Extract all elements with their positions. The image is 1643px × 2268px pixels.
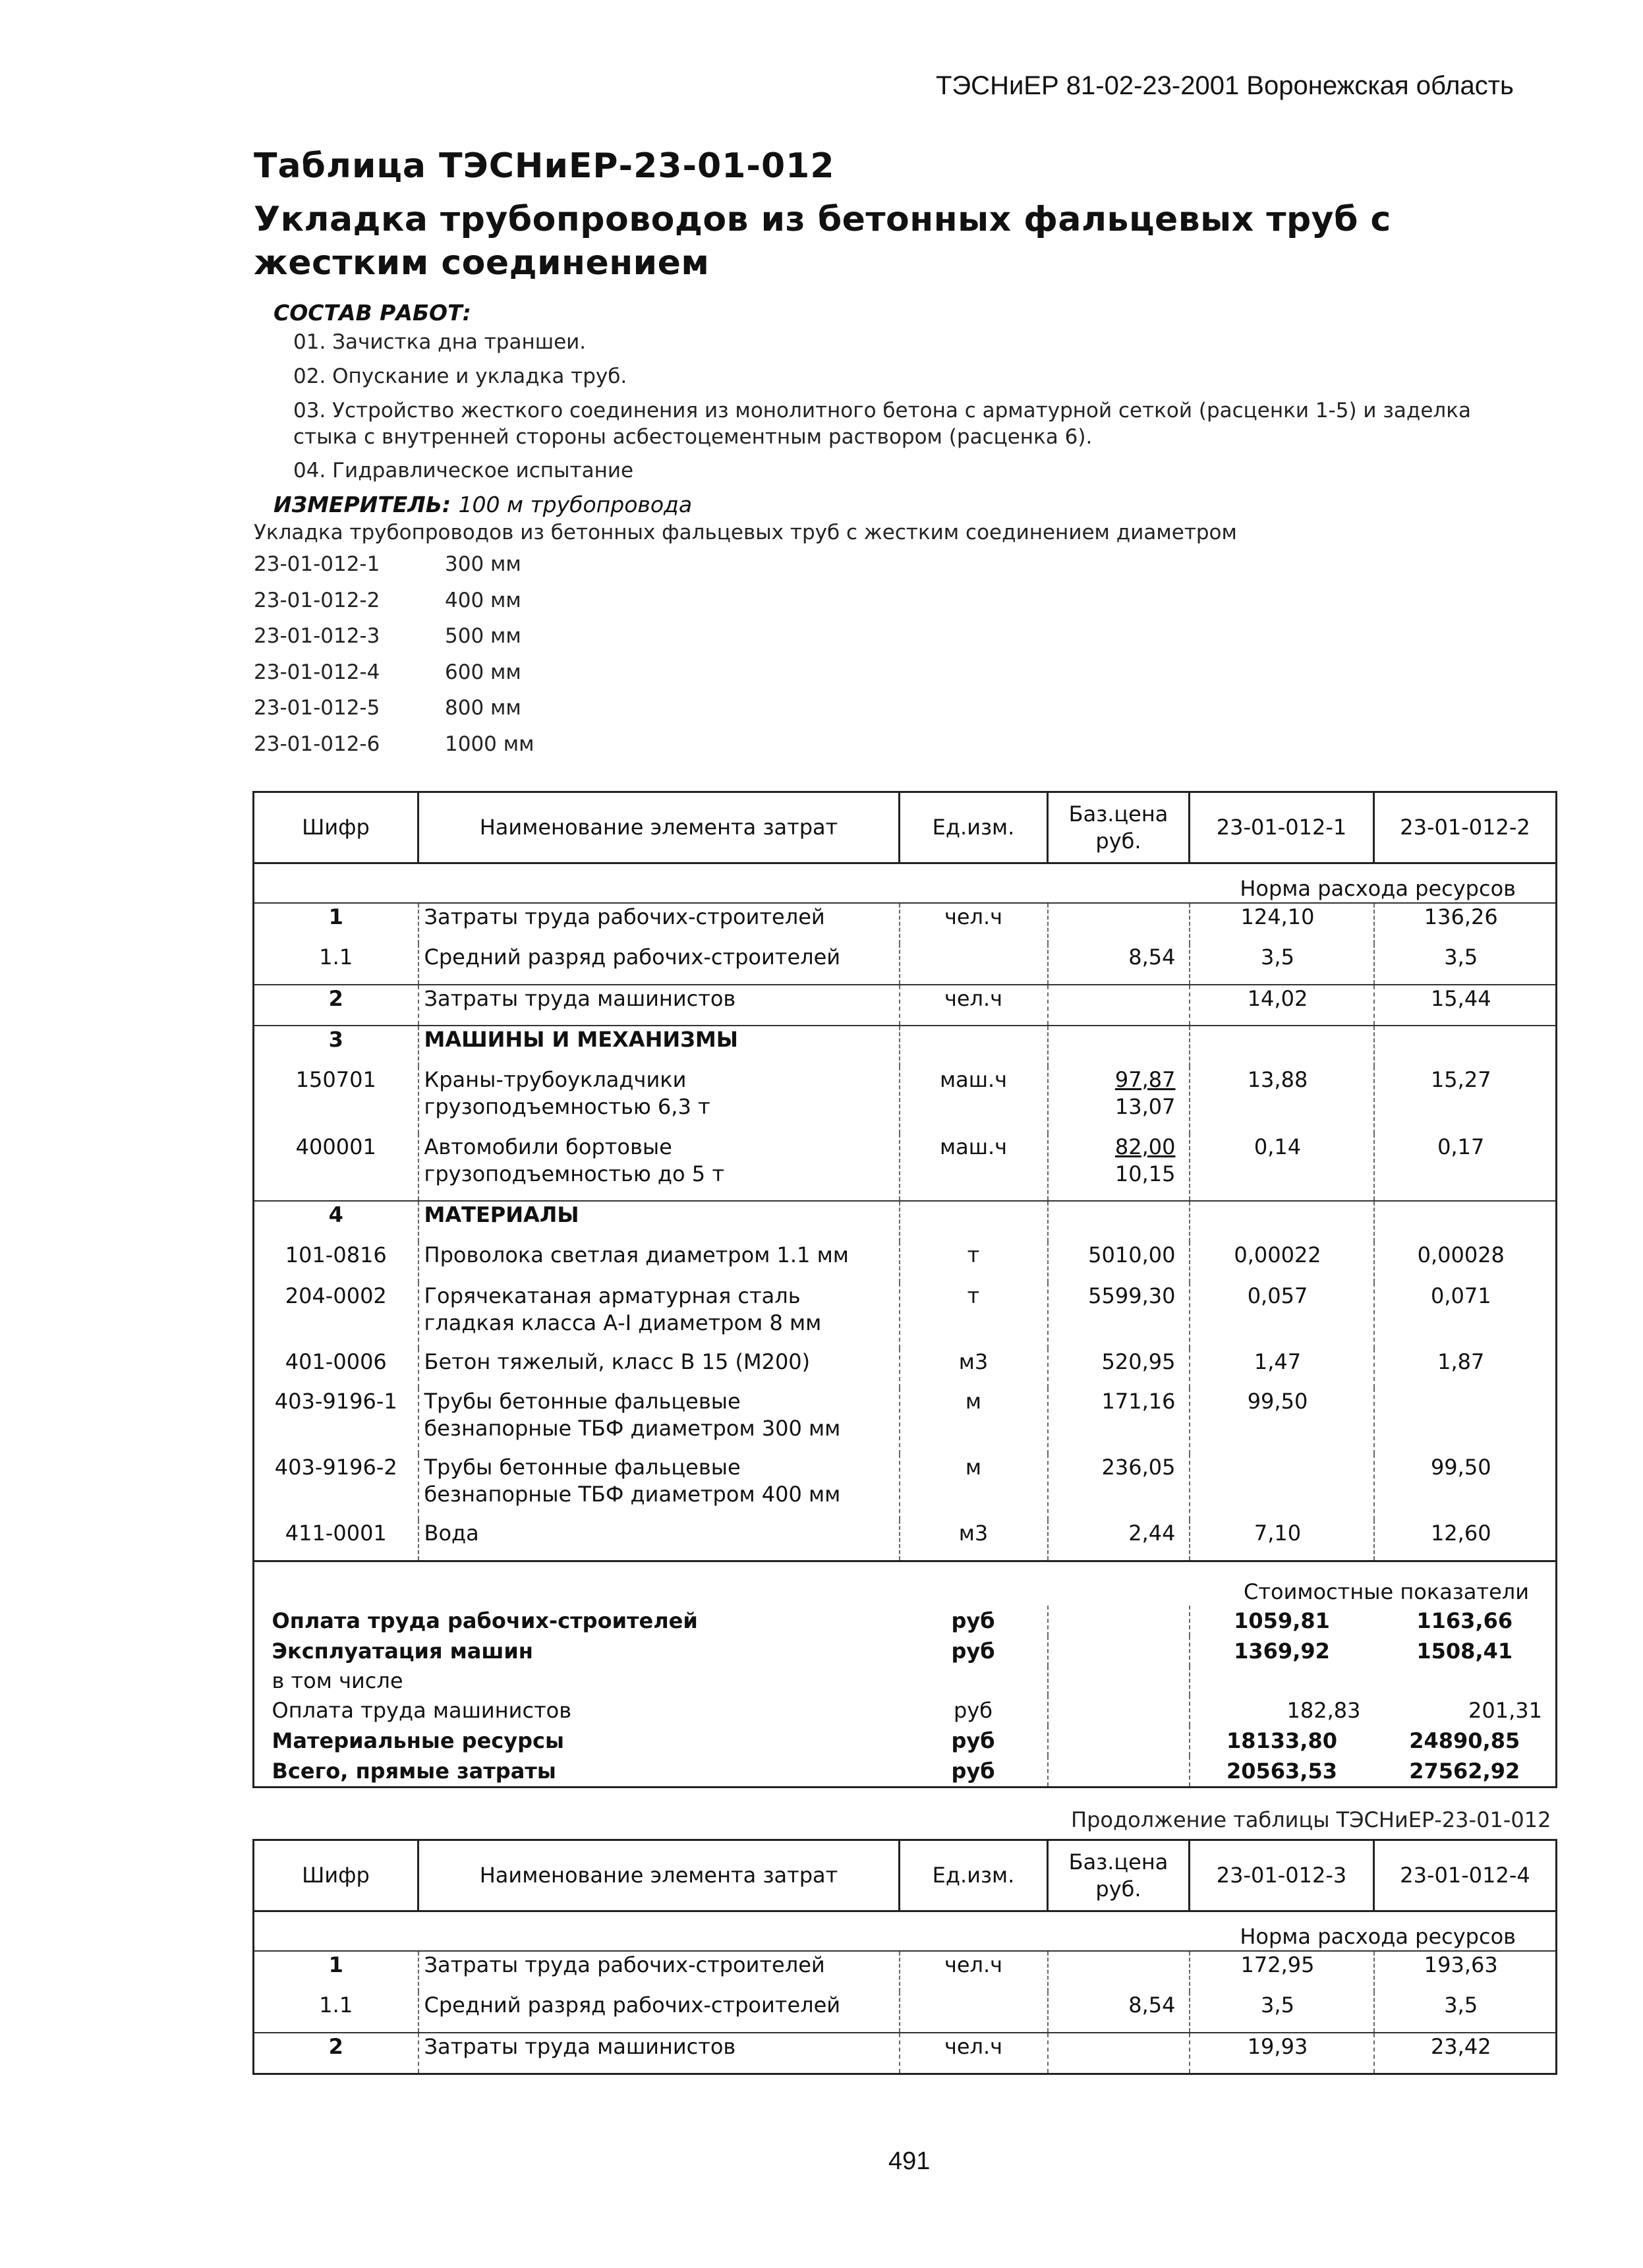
cell-value-2: 3,5 xyxy=(1374,944,1557,985)
cell-price: 520,95 xyxy=(1048,1349,1190,1388)
cell-shifr: 401-0006 xyxy=(254,1349,418,1388)
cell-shifr: 3 xyxy=(254,1026,418,1066)
cell-unit xyxy=(900,1992,1048,2033)
cell-value-1: 0,00022 xyxy=(1190,1242,1374,1283)
cell-price: 236,05 xyxy=(1048,1454,1190,1520)
table-title: Таблица ТЭСНиЕР-23-01-012 xyxy=(254,146,835,186)
cell-shifr: 101-0816 xyxy=(254,1242,418,1283)
work-item: 02. Опускание и укладка труб. xyxy=(293,364,627,388)
header-name: Наименование элемента затрат xyxy=(418,792,900,863)
code-size: 800 мм xyxy=(445,696,521,720)
cell-value-2 xyxy=(1374,1388,1557,1454)
table-row xyxy=(254,1066,1557,1134)
cost-unit: руб xyxy=(951,1608,995,1633)
cell-name: Вода xyxy=(418,1520,900,1561)
cell-shifr: 150701 xyxy=(254,1066,418,1134)
cost-value-1: 182,83 xyxy=(1190,1695,1374,1726)
code: 23-01-012-2 xyxy=(254,588,380,612)
code-row xyxy=(254,589,534,625)
cell-value-1: 124,10 xyxy=(1190,903,1374,944)
code: 23-01-012-5 xyxy=(254,696,380,720)
cell-value-2: 3,5 xyxy=(1374,1992,1557,2033)
cell-name: Бетон тяжелый, класс В 15 (М200) xyxy=(418,1349,900,1388)
cell-value-1: 0,057 xyxy=(1190,1283,1374,1349)
code-size: 600 мм xyxy=(445,660,521,684)
code-row xyxy=(254,552,534,589)
cost-name: Эксплуатация машин xyxy=(272,1638,533,1664)
cell-shifr: 403-9196-2 xyxy=(254,1454,418,1520)
cell-value-1 xyxy=(1190,1454,1374,1520)
norms-table-2 xyxy=(252,1839,1557,2075)
cell-price: 2,44 xyxy=(1048,1520,1190,1561)
cell-shifr: 204-0002 xyxy=(254,1283,418,1349)
header-code-3: 23-01-012-3 xyxy=(1190,1840,1374,1911)
table-row xyxy=(254,1242,1557,1283)
cell-unit: маш.ч xyxy=(900,1066,1048,1134)
header-shifr: Шифр xyxy=(254,792,418,863)
cell-shifr: 411-0001 xyxy=(254,1520,418,1561)
code-size: 500 мм xyxy=(445,624,521,648)
intro-text: Укладка трубопроводов из бетонных фальцевых труб с жестким соединением диаметром xyxy=(254,521,1237,544)
cell-value-1: 3,5 xyxy=(1190,1992,1374,2033)
cell-shifr: 1 xyxy=(254,1951,418,1992)
cost-name: Материальные ресурсы xyxy=(272,1728,564,1753)
cell-value-2: 136,26 xyxy=(1374,903,1557,944)
cell-price xyxy=(1048,2033,1190,2074)
cell-unit: м3 xyxy=(900,1520,1048,1561)
code: 23-01-012-4 xyxy=(254,660,380,684)
cell-shifr: 403-9196-1 xyxy=(254,1388,418,1454)
cell-unit: т xyxy=(900,1242,1048,1283)
norm-band xyxy=(254,1911,1557,1952)
work-item: 04. Гидравлическое испытание xyxy=(293,459,634,482)
norm-band xyxy=(254,863,1557,904)
table-row xyxy=(254,985,1557,1026)
table-row xyxy=(254,903,1557,944)
cell-unit: м xyxy=(900,1454,1048,1520)
header-price: Баз.цена руб. xyxy=(1048,792,1190,863)
cost-row xyxy=(254,1636,1557,1666)
cell-name: Затраты труда машинистов xyxy=(418,2033,900,2074)
cell-unit: чел.ч xyxy=(900,903,1048,944)
cell-name: Автомобили бортовые грузоподъемностью до 5 т xyxy=(418,1134,900,1201)
cell-price: 5599,30 xyxy=(1048,1283,1190,1349)
cell-name: Средний разряд рабочих-строителей xyxy=(418,1992,900,2033)
code-size: 300 мм xyxy=(445,552,521,576)
measure-line xyxy=(274,492,692,517)
cell-unit xyxy=(900,944,1048,985)
cell-value-1: 1,47 xyxy=(1190,1349,1374,1388)
cell-unit: м3 xyxy=(900,1349,1048,1388)
cell-shifr: 1.1 xyxy=(254,944,418,985)
cost-value-2: 24890,85 xyxy=(1374,1726,1557,1756)
header-name: Наименование элемента затрат xyxy=(418,1840,900,1911)
cost-unit: руб xyxy=(951,1728,995,1753)
cell-value-2: 0,00028 xyxy=(1374,1242,1557,1283)
table-row xyxy=(254,1283,1557,1349)
cost-value-2: 1163,66 xyxy=(1374,1606,1557,1636)
cost-value-2: 1508,41 xyxy=(1374,1636,1557,1666)
table-row xyxy=(254,1134,1557,1201)
cell-shifr: 1 xyxy=(254,903,418,944)
cell-price: 8,54 xyxy=(1048,1992,1190,2033)
cell-price: 8,54 xyxy=(1048,944,1190,985)
cost-row xyxy=(254,1695,1557,1726)
table-header-row xyxy=(254,1840,1557,1911)
cell-value-2: 193,63 xyxy=(1374,1951,1557,1992)
cell-value-1: 99,50 xyxy=(1190,1388,1374,1454)
cost-value-1: 1369,92 xyxy=(1190,1636,1374,1666)
cost-value-1: 20563,53 xyxy=(1190,1756,1374,1788)
cost-unit: руб xyxy=(954,1697,993,1723)
code-list xyxy=(254,552,534,768)
cost-row xyxy=(254,1606,1557,1636)
table-row xyxy=(254,1520,1557,1561)
table-row xyxy=(254,1388,1557,1454)
cell-name: Затраты труда рабочих-строителей xyxy=(418,903,900,944)
cell-shifr: 4 xyxy=(254,1201,418,1242)
cell-value-1: 172,95 xyxy=(1190,1951,1374,1992)
cell-value-1: 0,14 xyxy=(1190,1134,1374,1201)
cell-value-2: 1,87 xyxy=(1374,1349,1557,1388)
cell-value-2: 12,60 xyxy=(1374,1520,1557,1561)
cell-name: МАТЕРИАЛЫ xyxy=(418,1201,900,1242)
cell-unit: чел.ч xyxy=(900,2033,1048,2074)
table-row xyxy=(254,1992,1557,2033)
cost-row xyxy=(254,1666,1557,1695)
cell-unit: чел.ч xyxy=(900,985,1048,1026)
price-top: 82,00 xyxy=(1114,1134,1176,1159)
cell-price: 171,16 xyxy=(1048,1388,1190,1454)
cost-band xyxy=(254,1561,1557,1606)
cost-value-2: 201,31 xyxy=(1374,1695,1557,1726)
header-shifr: Шифр xyxy=(254,1840,418,1911)
cell-price xyxy=(1048,985,1190,1026)
document-reference: ТЭСНиЕР 81-02-23-2001 Воронежская область xyxy=(936,71,1514,100)
header-unit: Ед.изм. xyxy=(900,792,1048,863)
code-size: 1000 мм xyxy=(445,732,534,756)
cost-unit: руб xyxy=(951,1638,995,1664)
header-code-2: 23-01-012-2 xyxy=(1374,792,1557,863)
cell-shifr: 2 xyxy=(254,985,418,1026)
cell-value-1: 7,10 xyxy=(1190,1520,1374,1561)
cell-name: Горячекатаная арматурная сталь гладкая класса А-I диаметром 8 мм xyxy=(418,1283,900,1349)
cell-name: Проволока светлая диаметром 1.1 мм xyxy=(418,1242,900,1283)
norm-label: Норма расхода ресурсов xyxy=(254,1911,1557,1952)
code: 23-01-012-1 xyxy=(254,552,380,576)
cell-unit: маш.ч xyxy=(900,1134,1048,1201)
cost-value-1: 18133,80 xyxy=(1190,1726,1374,1756)
cell-name: Затраты труда машинистов xyxy=(418,985,900,1026)
cell-value-2: 15,44 xyxy=(1374,985,1557,1026)
price-top: 97,87 xyxy=(1114,1067,1176,1092)
cell-price xyxy=(1048,1951,1190,1992)
cell-value-2: 23,42 xyxy=(1374,2033,1557,2074)
cell-value-1: 19,93 xyxy=(1190,2033,1374,2074)
page-number: 491 xyxy=(888,2147,931,2175)
price-bottom: 13,07 xyxy=(1114,1094,1176,1119)
cell-value-2: 0,071 xyxy=(1374,1283,1557,1349)
header-price: Баз.цена руб. xyxy=(1048,1840,1190,1911)
cell-unit: м xyxy=(900,1388,1048,1454)
header-code-1: 23-01-012-1 xyxy=(1190,792,1374,863)
table-row xyxy=(254,1349,1557,1388)
cost-note: в том числе xyxy=(272,1668,403,1693)
cell-value-1: 3,5 xyxy=(1190,944,1374,985)
cost-label: Стоимостные показатели xyxy=(254,1561,1557,1606)
cost-name: Всего, прямые затраты xyxy=(267,1756,748,1788)
table-row xyxy=(254,1026,1557,1066)
code: 23-01-012-6 xyxy=(254,732,380,756)
cell-name: Краны-трубоукладчики грузоподъемностью 6,3 т xyxy=(418,1066,900,1134)
cost-unit: руб xyxy=(900,1756,1048,1788)
cell-value-1: 13,88 xyxy=(1190,1066,1374,1134)
cell-shifr: 400001 xyxy=(254,1134,418,1201)
cell-value-2: 15,27 xyxy=(1374,1066,1557,1134)
code-row xyxy=(254,624,534,660)
continuation-caption: Продолжение таблицы ТЭСНиЕР-23-01-012 xyxy=(1071,1807,1551,1832)
cell-value-2: 0,17 xyxy=(1374,1134,1557,1201)
cost-value-2: 27562,92 xyxy=(1374,1756,1557,1788)
cell-value-2: 99,50 xyxy=(1374,1454,1557,1520)
cell-value-1: 14,02 xyxy=(1190,985,1374,1026)
code: 23-01-012-3 xyxy=(254,624,380,648)
table-row xyxy=(254,1951,1557,1992)
cost-row xyxy=(254,1726,1557,1756)
work-item: 01. Зачистка дна траншеи. xyxy=(293,330,587,354)
cell-unit: т xyxy=(900,1283,1048,1349)
measure-value: 100 м трубопровода xyxy=(458,492,693,517)
cell-name: Трубы бетонные фальцевые безнапорные ТБФ диаметром 400 мм xyxy=(418,1454,900,1520)
table-name: Укладка трубопроводов из бетонных фальцевых труб с жестким соединением xyxy=(254,200,1391,283)
price-bottom: 10,15 xyxy=(1114,1161,1176,1186)
cost-name: Оплата труда машинистов xyxy=(272,1697,572,1723)
table-row xyxy=(254,2033,1557,2074)
cell-price xyxy=(1048,1066,1190,1134)
code-row xyxy=(254,660,534,697)
header-code-4: 23-01-012-4 xyxy=(1374,1840,1557,1911)
cell-shifr: 1.1 xyxy=(254,1992,418,2033)
cell-name: Трубы бетонные фальцевые безнапорные ТБФ диаметром 300 мм xyxy=(418,1388,900,1454)
cost-row xyxy=(254,1756,1557,1788)
code-row xyxy=(254,696,534,732)
cell-name: МАШИНЫ И МЕХАНИЗМЫ xyxy=(418,1026,900,1066)
header-unit: Ед.изм. xyxy=(900,1840,1048,1911)
code-size: 400 мм xyxy=(445,588,521,612)
norms-table-1 xyxy=(252,791,1557,1788)
cell-price xyxy=(1048,903,1190,944)
cost-name: Оплата труда рабочих-строителей xyxy=(272,1608,698,1633)
work-composition-label: СОСТАВ РАБОТ: xyxy=(274,300,471,326)
cell-price xyxy=(1048,1134,1190,1201)
cell-name: Затраты труда рабочих-строителей xyxy=(418,1951,900,1992)
work-item: 03. Устройство жесткого соединения из монолитного бетона с арматурной сеткой (расценки 1-5) и заделка стыка с внутренней стороны асбестоцементным раствором (расценка 6). xyxy=(293,399,1471,449)
measure-label: ИЗМЕРИТЕЛЬ: xyxy=(274,492,451,517)
cell-price: 5010,00 xyxy=(1048,1242,1190,1283)
cost-value-1: 1059,81 xyxy=(1190,1606,1374,1636)
code-row xyxy=(254,732,534,769)
table-row xyxy=(254,1201,1557,1242)
norm-label: Норма расхода ресурсов xyxy=(254,863,1557,904)
cell-unit: чел.ч xyxy=(900,1951,1048,1992)
table-row xyxy=(254,944,1557,985)
table-row xyxy=(254,1454,1557,1520)
table-header-row xyxy=(254,792,1557,863)
cell-shifr: 2 xyxy=(254,2033,418,2074)
cell-name: Средний разряд рабочих-строителей xyxy=(418,944,900,985)
